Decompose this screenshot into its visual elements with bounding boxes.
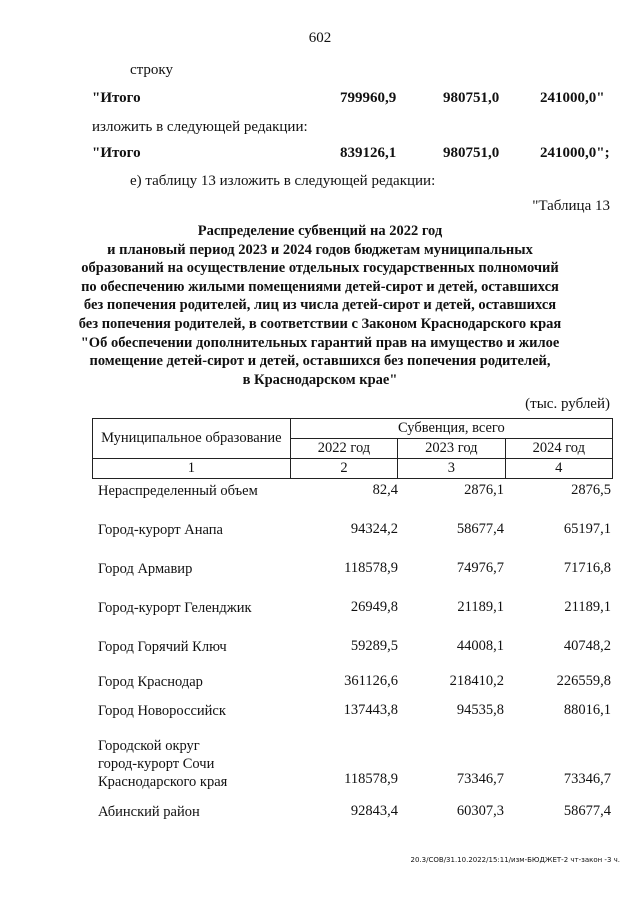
table-reference: "Таблица 13 [532,198,610,214]
title-line: без попечения родителей, в соответствии с Законом Краснодарского края [78,315,562,332]
value-2022: 118578,9 [344,771,398,787]
municipality-name: Город Новороссийск [98,703,226,719]
value-2023: 58677,4 [456,521,504,537]
value-2023: 74976,7 [456,560,504,576]
intro-line-row: строку [130,62,173,78]
col-number: 1 [93,459,291,479]
title-line: в Краснодарском крае" [242,371,398,388]
col-subvention-header: Субвенция, всего [290,419,612,439]
municipality-name: Город Краснодар [98,674,203,690]
units-label: (тыс. рублей) [525,396,610,412]
value-2022: 26949,8 [350,599,398,615]
itogo-new-v2: 980751,0 [443,145,500,161]
year-header: 2024 год [505,439,612,459]
itogo-new-label: "Итого [92,145,141,161]
year-header: 2022 год [290,439,397,459]
year-header: 2023 год [398,439,505,459]
document-footer: 20.3/СОВ/31.10.2022/15:11/изм-БЮДЖЕТ-2 чт-закон -3 ч. [410,856,620,864]
value-2023: 44008,1 [456,638,504,654]
itogo-old-label: "Итого [92,90,141,106]
itogo-old-v2: 980751,0 [443,90,500,106]
value-2022: 94324,2 [350,521,398,537]
itogo-old-v3: 241000,0" [540,90,605,106]
municipality-name: Город-курорт Геленджик [98,600,252,616]
value-2024: 73346,7 [563,771,611,787]
title-line: и плановый период 2023 и 2024 годов бюджетам муниципальных [107,241,533,258]
title-line: Распределение субвенций на 2022 год [197,223,443,239]
municipality-name: Нераспределенный объем [98,483,258,499]
value-2023: 60307,3 [456,803,504,819]
value-2024: 88016,1 [563,702,611,718]
col-number: 4 [505,459,612,479]
itogo-new-v3: 241000,0"; [540,145,610,161]
page-number: 602 [308,30,332,46]
col-municipality-header: Муниципальное образование [93,419,291,459]
col-number: 2 [290,459,397,479]
value-2022: 118578,9 [344,560,398,576]
table-title [60,222,580,389]
value-2023: 2876,1 [464,482,504,498]
itogo-new-v1: 839126,1 [340,145,397,161]
municipality-name: Городской округ [98,738,200,754]
value-2024: 40748,2 [563,638,611,654]
value-2022: 361126,6 [344,673,398,689]
value-2023: 21189,1 [457,599,504,615]
col-number: 3 [398,459,505,479]
value-2024: 65197,1 [563,521,611,537]
value-2022: 82,4 [372,482,398,498]
table-header [92,418,613,479]
value-2024: 226559,8 [556,673,611,689]
intro-line-replace: изложить в следующей редакции: [92,119,308,135]
value-2022: 59289,5 [350,638,398,654]
value-2024: 21189,1 [564,599,611,615]
title-line: без попечения родителей, лиц из числа детей-сирот и детей, оставшихся [83,297,557,314]
municipality-name: Город-курорт Анапа [98,522,223,538]
municipality-name: Краснодарского края [98,774,228,790]
value-2022: 137443,8 [343,702,398,718]
municipality-name: Город Горячий Ключ [98,639,227,655]
value-2024: 71716,8 [563,560,611,576]
municipality-name: Абинский район [98,804,200,820]
value-2024: 58677,4 [563,803,611,819]
title-line: помещение детей-сирот и детей, оставшихся без попечения родителей, [89,353,551,370]
title-line: "Об обеспечении дополнительных гарантий прав на имущество и жилое [80,334,560,351]
value-2023: 218410,2 [449,673,504,689]
title-line: образований на осуществление отдельных государственных полномочий [81,260,559,277]
value-2023: 73346,7 [456,771,504,787]
value-2022: 92843,4 [350,803,398,819]
title-line: по обеспечению жилыми помещениями детей-сирот и детей, оставшихся [81,278,559,295]
value-2023: 94535,8 [456,702,504,718]
itogo-old-v1: 799960,9 [340,90,397,106]
municipality-name: город-курорт Сочи [98,756,215,772]
intro-line-table13: е) таблицу 13 изложить в следующей редакции: [130,173,436,189]
value-2024: 2876,5 [571,482,611,498]
municipality-name: Город Армавир [98,561,193,577]
